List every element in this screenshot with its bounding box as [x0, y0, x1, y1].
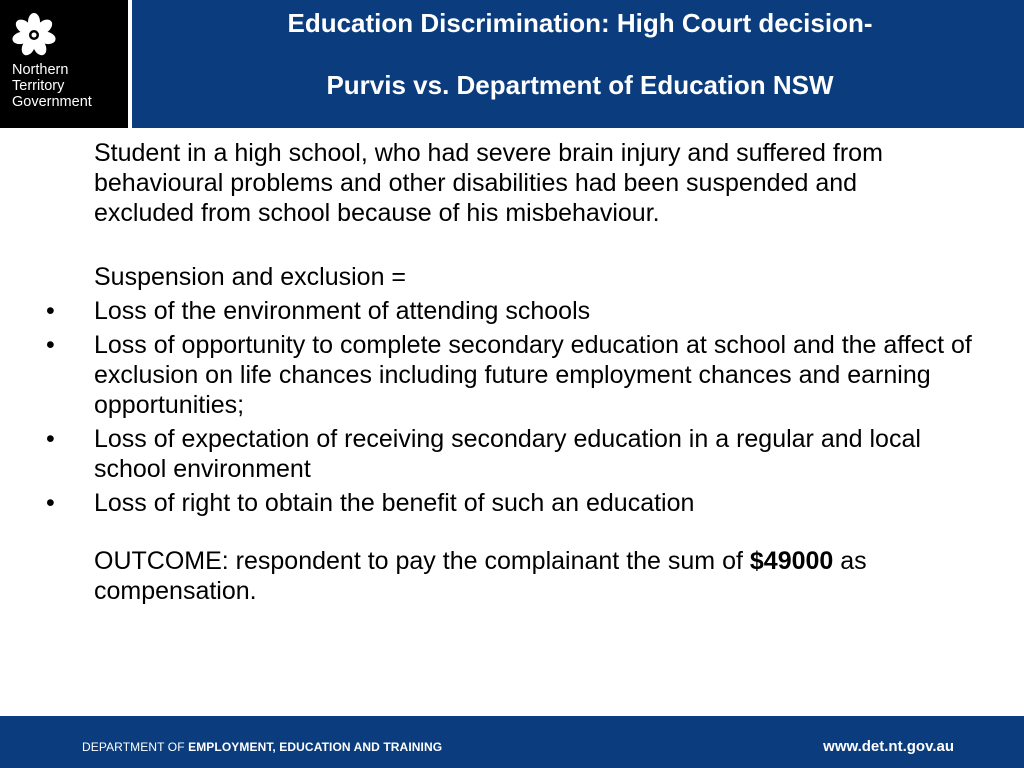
logo-line-1: Northern	[12, 62, 69, 78]
title-line-1: Education Discrimination: High Court decision-	[287, 8, 873, 38]
outcome-suffix: as compensation.	[94, 547, 867, 605]
bullet-icon: •	[46, 489, 55, 517]
logo-wordmark	[12, 62, 92, 110]
bullet-icon: •	[46, 331, 55, 359]
slide-body	[0, 138, 1024, 606]
bullet-text: Loss of opportunity to complete secondary education at school and the affect of exclusion on life chances including future employment chances and earning opportunities;	[94, 331, 972, 419]
bullet-icon: •	[46, 297, 55, 325]
suspension-heading: Suspension and exclusion =	[94, 263, 407, 291]
outcome-prefix: OUTCOME: respondent to pay the complainant the sum of	[94, 547, 743, 575]
bullet-text: Loss of right to obtain the benefit of such an education	[94, 489, 695, 517]
list-item	[0, 296, 1024, 326]
loss-bullet-list	[0, 296, 1024, 518]
department-name	[82, 740, 442, 754]
slide-title	[140, 0, 1020, 128]
outcome-paragraph	[0, 546, 1024, 606]
list-item	[0, 488, 1024, 518]
nt-government-logo	[0, 0, 128, 128]
header-divider	[128, 0, 132, 128]
bullet-icon: •	[46, 425, 55, 453]
bullet-text: Loss of expectation of receiving secondary education in a regular and local school environment	[94, 425, 921, 483]
list-item	[0, 330, 1024, 420]
dept-prefix: DEPARTMENT OF	[82, 740, 185, 754]
header-banner	[0, 0, 1024, 128]
website-link[interactable]: www.det.nt.gov.au	[823, 738, 954, 755]
spacer	[0, 228, 1024, 262]
intro-paragraph: Student in a high school, who had severe brain injury and suffered from behavioural problems and other disabilities had been suspended and excluded from school because of his misbehaviour.	[94, 139, 883, 227]
flower-emblem-icon	[8, 12, 64, 60]
title-line-2: Purvis vs. Department of Education NSW	[326, 70, 834, 100]
footer-bar	[0, 716, 1024, 768]
list-item	[0, 424, 1024, 484]
spacer	[0, 518, 1024, 546]
dept-title: EMPLOYMENT, EDUCATION AND TRAINING	[188, 740, 443, 754]
logo-line-3: Government	[12, 94, 92, 110]
logo-line-2: Territory	[12, 78, 65, 94]
outcome-amount: $49000	[749, 547, 834, 575]
bullet-text: Loss of the environment of attending schools	[94, 297, 591, 325]
